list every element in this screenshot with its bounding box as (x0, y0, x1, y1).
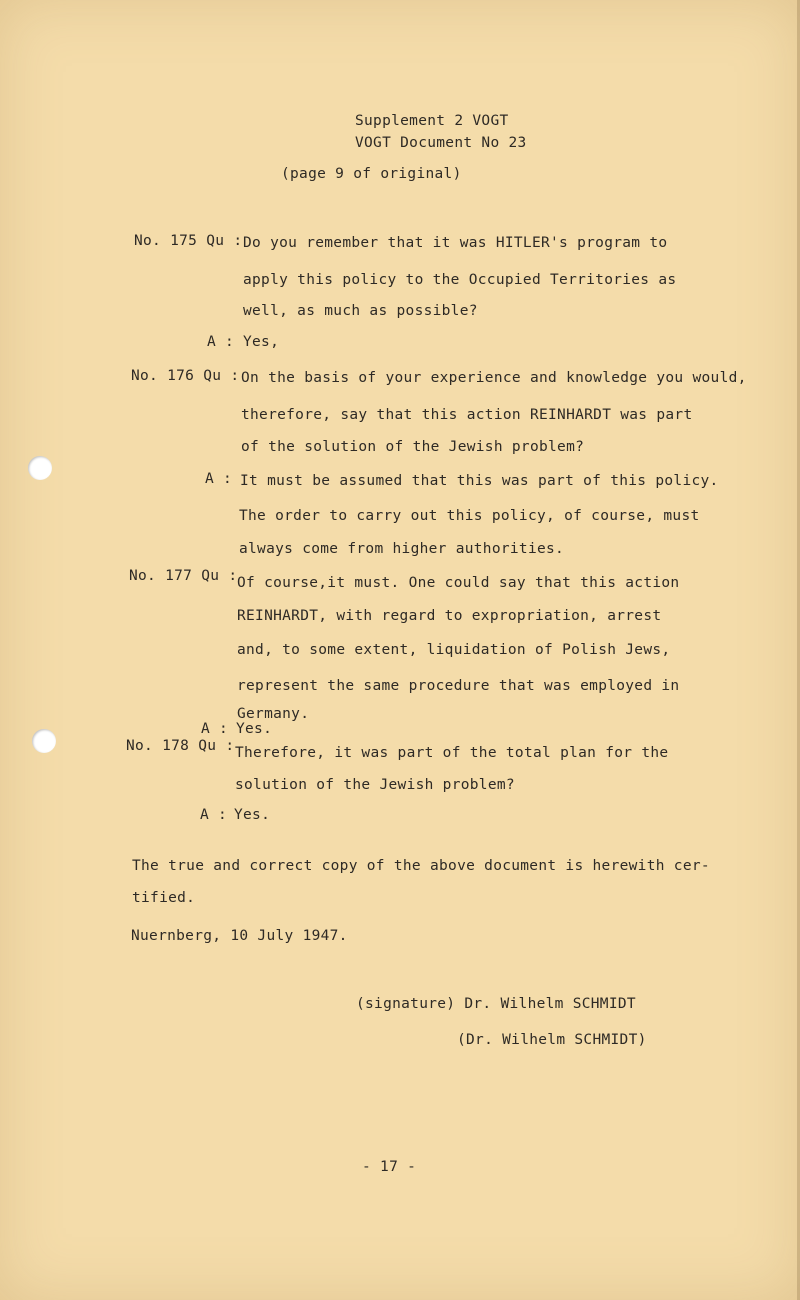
question-176-label: No. 176 Qu : (131, 368, 240, 384)
certification-line-2: tified. (132, 890, 196, 906)
question-176-line-3: of the solution of the Jewish problem? (241, 439, 585, 455)
question-175-label: No. 175 Qu : (134, 233, 243, 249)
document-number-heading: VOGT Document No 23 (355, 135, 527, 151)
question-177-line-4: represent the same procedure that was employed in (237, 678, 680, 694)
answer-175-label: A : (207, 334, 235, 350)
question-178-line-1: Therefore, it was part of the total plan for the (235, 745, 669, 761)
question-175-line-3: well, as much as possible? (243, 303, 478, 319)
page-number: - 17 - (362, 1159, 417, 1175)
supplement-heading: Supplement 2 VOGT (355, 113, 509, 129)
question-177-line-2: REINHARDT, with regard to expropriation, arrest (237, 608, 662, 624)
question-177-line-5: Germany. (237, 706, 310, 722)
answer-176-label: A : (205, 471, 233, 487)
punch-hole-lower (32, 729, 56, 753)
answer-178-label: A : (200, 807, 228, 823)
typed-name: (Dr. Wilhelm SCHMIDT) (457, 1032, 647, 1048)
question-176-line-1: On the basis of your experience and knowledge you would, (241, 370, 747, 386)
answer-176-line-2: The order to carry out this policy, of course, must (239, 508, 700, 524)
place-and-date: Nuernberg, 10 July 1947. (131, 928, 348, 944)
question-178-line-2: solution of the Jewish problem? (235, 777, 515, 793)
question-177-line-3: and, to some extent, liquidation of Polish Jews, (237, 642, 671, 658)
page-reference: (page 9 of original) (281, 166, 462, 182)
answer-177-label: A : (201, 721, 229, 737)
punch-hole-upper (28, 456, 52, 480)
answer-178-line-1: Yes. (234, 807, 271, 823)
question-175-line-2: apply this policy to the Occupied Territories as (243, 272, 677, 288)
answer-176-line-1: It must be assumed that this was part of this policy. (240, 473, 719, 489)
question-178-label: No. 178 Qu : (126, 738, 235, 754)
answer-176-line-3: always come from higher authorities. (239, 541, 565, 557)
answer-177-line-1: Yes. (236, 721, 273, 737)
question-177-line-1: Of course,it must. One could say that this action (237, 575, 680, 591)
answer-175-line-1: Yes, (243, 334, 280, 350)
question-175-line-1: Do you remember that it was HITLER's program to (243, 235, 668, 251)
question-176-line-2: therefore, say that this action REINHARDT was part (241, 407, 693, 423)
signature-line: (signature) Dr. Wilhelm SCHMIDT (356, 996, 636, 1012)
question-177-label: No. 177 Qu : (129, 568, 238, 584)
certification-line-1: The true and correct copy of the above document is herewith cer- (132, 858, 710, 874)
